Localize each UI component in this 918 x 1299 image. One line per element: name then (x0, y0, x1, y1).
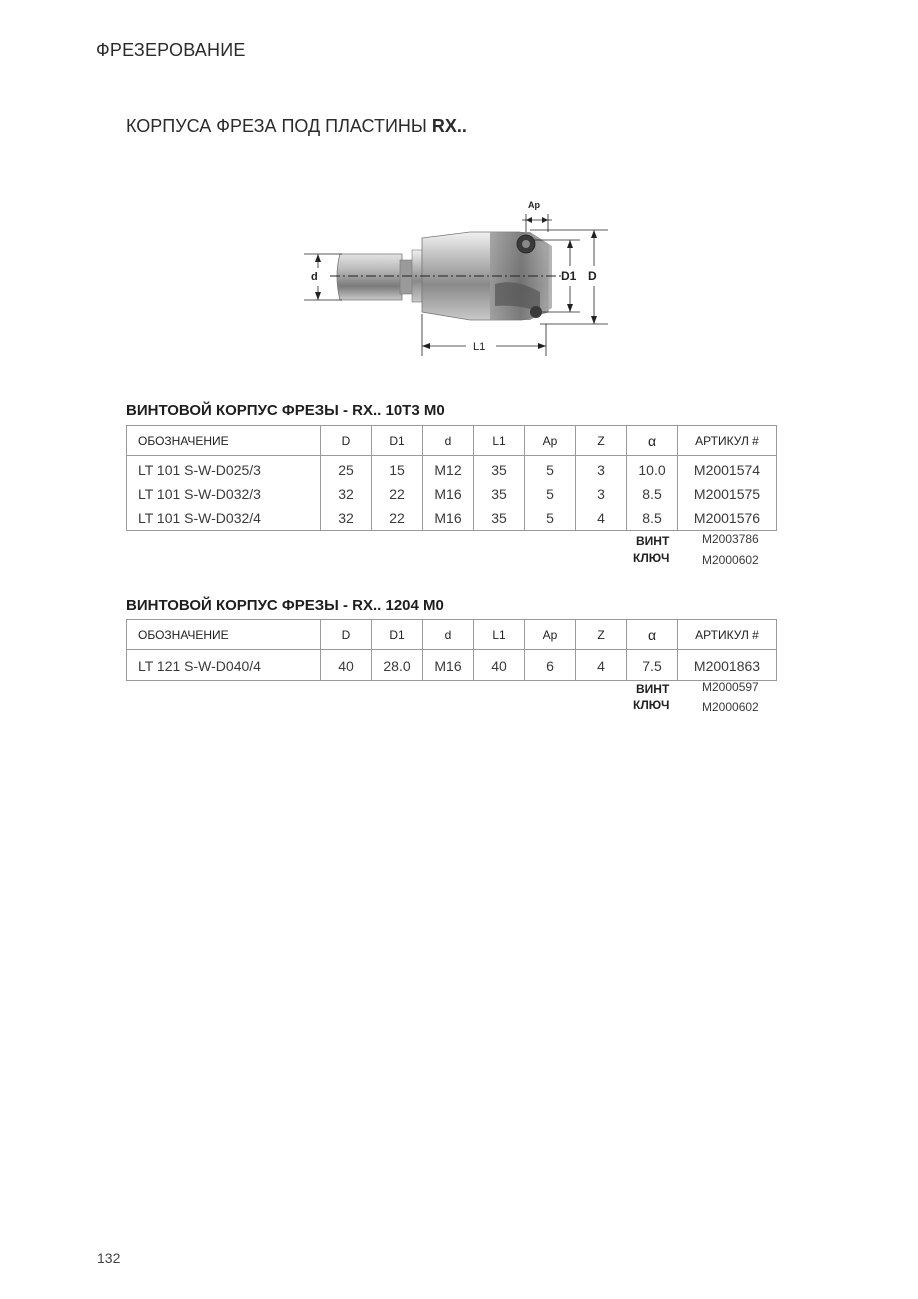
table1-header-row (127, 426, 777, 456)
cell-l1: 35 (474, 482, 525, 506)
cell-alpha: 8.5 (627, 482, 678, 506)
table1-col-article: АРТИКУЛ # (678, 426, 777, 456)
cell-z: 3 (576, 482, 627, 506)
cutter-drawing (290, 188, 620, 368)
table1-col-z: Z (576, 426, 627, 456)
cell-l1: 35 (474, 506, 525, 531)
cell-d-big: 40 (321, 650, 372, 681)
dim-label-d-big: D (588, 269, 597, 283)
table2-col-l1: L1 (474, 620, 525, 650)
cell-l1: 35 (474, 456, 525, 483)
cell-alpha: 10.0 (627, 456, 678, 483)
table2-col-d-big: D (321, 620, 372, 650)
table1-col-l1: L1 (474, 426, 525, 456)
cell-z: 3 (576, 456, 627, 483)
table1-col-designation: ОБОЗНАЧЕНИЕ (127, 426, 321, 456)
section-header: ФРЕЗЕРОВАНИЕ (96, 40, 246, 60)
table1-col-d-small: d (423, 426, 474, 456)
page-title-prefix: КОРПУСА ФРЕЗА ПОД ПЛАСТИНЫ (126, 116, 432, 136)
cell-designation: LT 121 S-W-D040/4 (127, 650, 321, 681)
page-title-code: RX.. (431, 116, 467, 136)
table2-col-d1: D1 (372, 620, 423, 650)
table1 (126, 425, 777, 531)
cell-z: 4 (576, 506, 627, 531)
top-insert-screw (522, 240, 530, 248)
cell-d-big: 32 (321, 482, 372, 506)
table1-title-code: 10T3 M0 (385, 402, 445, 419)
accessory-label-screw: ВИНТ (636, 534, 670, 548)
dim-label-d: d (311, 271, 318, 283)
cell-designation: LT 101 S-W-D025/3 (127, 456, 321, 483)
cell-article: M2001575 (678, 482, 777, 506)
cell-d-small: M12 (423, 456, 474, 483)
cell-d-big: 25 (321, 456, 372, 483)
accessory-code-screw: M2000597 (702, 680, 759, 694)
table1-col-alpha: α (627, 426, 678, 456)
cell-alpha: 7.5 (627, 650, 678, 681)
table2 (126, 619, 777, 681)
cell-d-small: M16 (423, 650, 474, 681)
cell-article: M2001863 (678, 650, 777, 681)
cell-designation: LT 101 S-W-D032/3 (127, 482, 321, 506)
accessory-label-screw: ВИНТ (636, 682, 670, 696)
table1-col-d-big: D (321, 426, 372, 456)
cell-d1: 22 (372, 506, 423, 531)
table2-col-alpha: α (627, 620, 678, 650)
table1-col-d1: D1 (372, 426, 423, 456)
cell-ap: 5 (525, 482, 576, 506)
table2-title-code: 1204 M0 (385, 597, 444, 614)
cutter-shank (337, 254, 402, 300)
cell-ap: 5 (525, 506, 576, 531)
bottom-insert (530, 306, 542, 318)
accessory-code-key: M2000602 (702, 700, 759, 714)
cell-ap: 5 (525, 456, 576, 483)
table2-col-d-small: d (423, 620, 474, 650)
cell-article: M2001574 (678, 456, 777, 483)
cell-d1: 22 (372, 482, 423, 506)
accessory-label-key: КЛЮЧ (633, 551, 670, 565)
cell-l1: 40 (474, 650, 525, 681)
table1-title-prefix: ВИНТОВОЙ КОРПУС ФРЕЗЫ - RX.. (126, 402, 386, 419)
cell-d-big: 32 (321, 506, 372, 531)
table2-col-article: АРТИКУЛ # (678, 620, 777, 650)
cell-ap: 6 (525, 650, 576, 681)
table2-col-z: Z (576, 620, 627, 650)
cell-z: 4 (576, 650, 627, 681)
table2-col-designation: ОБОЗНАЧЕНИЕ (127, 620, 321, 650)
table2-title-prefix: ВИНТОВОЙ КОРПУС ФРЕЗЫ - RX.. (126, 597, 386, 614)
table-row (127, 456, 777, 483)
table-row (127, 650, 777, 681)
table-row (127, 506, 777, 531)
dim-label-ap: Ap (528, 200, 540, 210)
table-row (127, 482, 777, 506)
cell-alpha: 8.5 (627, 506, 678, 531)
cell-d-small: M16 (423, 506, 474, 531)
cell-designation: LT 101 S-W-D032/4 (127, 506, 321, 531)
table2-col-ap: Ap (525, 620, 576, 650)
accessory-code-key: M2000602 (702, 553, 759, 567)
table1-title (126, 402, 445, 419)
accessory-label-key: КЛЮЧ (633, 698, 670, 712)
table2-header-row (127, 620, 777, 650)
accessory-code-screw: M2003786 (702, 532, 759, 546)
dim-label-d1: D1 (561, 269, 577, 283)
cell-d1: 28.0 (372, 650, 423, 681)
cell-article: M2001576 (678, 506, 777, 531)
page-number: 132 (97, 1250, 121, 1266)
page-title (126, 116, 467, 137)
table2-title (126, 597, 444, 614)
table1-col-ap: Ap (525, 426, 576, 456)
cell-d-small: M16 (423, 482, 474, 506)
dim-label-l1: L1 (473, 341, 486, 353)
cell-d1: 15 (372, 456, 423, 483)
